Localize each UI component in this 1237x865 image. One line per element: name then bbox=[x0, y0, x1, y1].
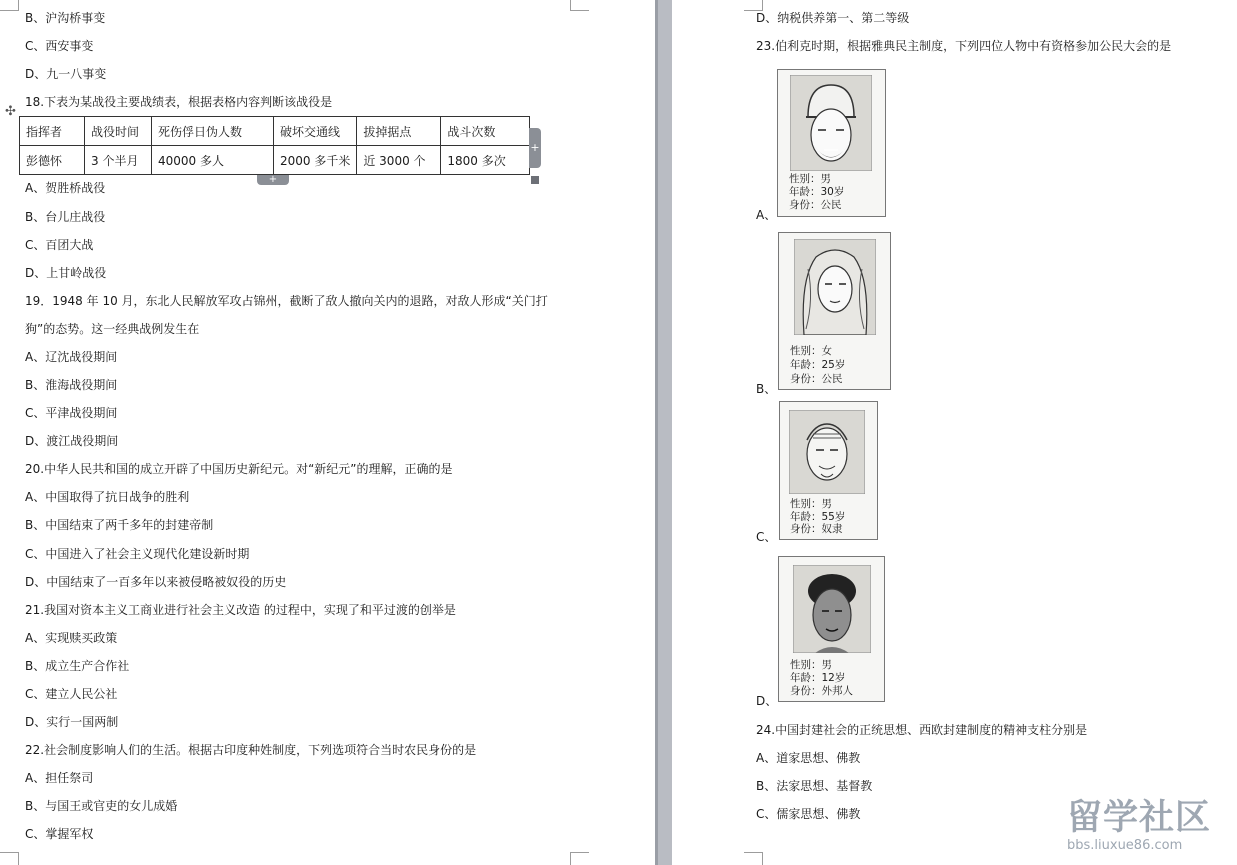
table-cell: 3 个半月 bbox=[85, 146, 152, 175]
option-line: C、百团大战 bbox=[25, 238, 94, 252]
table-cell: 战斗次数 bbox=[441, 117, 530, 146]
table-cell: 死伤俘日伪人数 bbox=[152, 117, 274, 146]
table-cell: 40000 多人 bbox=[152, 146, 274, 175]
table-header-row bbox=[20, 117, 530, 146]
crop-mark bbox=[570, 852, 589, 865]
table-cell: 拔掉据点 bbox=[357, 117, 441, 146]
question-line: 19．1948 年 10 月，东北人民解放军攻占锦州，截断了敌人撤向关内的退路，对敌人形成“关门打 bbox=[25, 294, 548, 308]
option-line: B、与国王或官吏的女儿成婚 bbox=[25, 799, 178, 813]
question-line: 20.中华人民共和国的成立开辟了中国历史新纪元。对“新纪元”的理解，正确的是 bbox=[25, 462, 453, 476]
watermark-title: 留学社区 bbox=[1067, 798, 1212, 838]
caption-status: 身份：公民 bbox=[789, 199, 842, 211]
option-label: D、 bbox=[756, 694, 778, 708]
option-line: B、台儿庄战役 bbox=[25, 210, 106, 224]
crop-mark bbox=[0, 0, 19, 11]
site-watermark bbox=[1067, 790, 1232, 853]
add-column-button[interactable]: + bbox=[529, 128, 541, 168]
option-line: B、沪沟桥事变 bbox=[25, 11, 106, 25]
caption-age: 年龄：30岁 bbox=[789, 186, 845, 198]
caption-age: 年龄：12岁 bbox=[790, 672, 846, 684]
caption-age: 年龄：55岁 bbox=[790, 511, 846, 523]
table-cell: 2000 多千米 bbox=[274, 146, 357, 175]
option-line: A、中国取得了抗日战争的胜利 bbox=[25, 490, 190, 504]
crop-mark bbox=[744, 852, 763, 865]
caption-gender: 性别：男 bbox=[790, 659, 832, 671]
table-move-icon[interactable]: ✣ bbox=[5, 104, 16, 119]
caption-status: 身份：奴隶 bbox=[790, 523, 843, 535]
caption-gender: 性别：男 bbox=[789, 173, 831, 185]
table-cell: 破坏交通线 bbox=[274, 117, 357, 146]
caption-gender: 性别：女 bbox=[790, 345, 832, 357]
table-cell: 指挥者 bbox=[20, 117, 85, 146]
page-gutter-shadow bbox=[655, 0, 658, 865]
portrait-woman-icon bbox=[794, 239, 876, 335]
option-line: A、道家思想、佛教 bbox=[756, 751, 861, 765]
option-line: D、上甘岭战役 bbox=[25, 266, 107, 280]
option-line: C、平津战役期间 bbox=[25, 406, 118, 420]
add-row-button[interactable]: + bbox=[257, 175, 289, 185]
document-page-right bbox=[672, 0, 1237, 865]
crop-mark bbox=[0, 852, 19, 865]
option-line: C、西安事变 bbox=[25, 39, 94, 53]
question-line: 21.我国对资本主义工商业进行社会主义改造 的过程中，实现了和平过渡的创举是 bbox=[25, 603, 456, 617]
question-line: 18.下表为某战役主要战绩表，根据表格内容判断该战役是 bbox=[25, 95, 333, 109]
table-cell: 近 3000 个 bbox=[357, 146, 441, 175]
option-label: B、 bbox=[756, 382, 777, 396]
crop-mark bbox=[570, 0, 589, 11]
option-line: C、儒家思想、佛教 bbox=[756, 807, 861, 821]
option-line: A、担任祭司 bbox=[25, 771, 94, 785]
table-row bbox=[20, 146, 530, 175]
crop-mark bbox=[744, 0, 763, 11]
caption-status: 身份：公民 bbox=[790, 373, 843, 385]
option-line: B、淮海战役期间 bbox=[25, 378, 118, 392]
option-line: B、法家思想、基督教 bbox=[756, 779, 873, 793]
caption-gender: 性别：男 bbox=[790, 498, 832, 510]
table-resize-handle[interactable] bbox=[531, 176, 539, 184]
option-line: B、中国结束了两千多年的封建帝制 bbox=[25, 518, 214, 532]
option-line: D、纳税供养第一、第二等级 bbox=[756, 11, 910, 25]
battle-record-table bbox=[19, 116, 530, 175]
option-line: D、实行一国两制 bbox=[25, 715, 119, 729]
option-line: D、渡江战役期间 bbox=[25, 434, 119, 448]
option-line: C、建立人民公社 bbox=[25, 687, 118, 701]
question-line: 24.中国封建社会的正统思想、西欧封建制度的精神支柱分别是 bbox=[756, 723, 1088, 737]
portrait-boy-curly-hair-icon bbox=[793, 565, 871, 653]
portrait-old-man-icon bbox=[789, 410, 865, 494]
watermark-url: bbs.liuxue86.com bbox=[1067, 838, 1183, 853]
option-line: D、九一八事变 bbox=[25, 67, 107, 81]
question-line: 22.社会制度影响人们的生活。根据古印度种姓制度，下列选项符合当时农民身份的是 bbox=[25, 743, 477, 757]
option-line: C、中国进入了社会主义现代化建设新时期 bbox=[25, 547, 250, 561]
caption-status: 身份：外邦人 bbox=[790, 685, 853, 697]
table-cell: 彭德怀 bbox=[20, 146, 85, 175]
question-line: 23.伯利克时期，根据雅典民主制度，下列四位人物中有资格参加公民大会的是 bbox=[756, 39, 1172, 53]
option-line: A、贺胜桥战役 bbox=[25, 181, 106, 195]
option-line: C、掌握军权 bbox=[25, 827, 94, 841]
table-cell: 1800 多次 bbox=[441, 146, 530, 175]
portrait-man-cap-icon bbox=[790, 75, 872, 171]
option-label: A、 bbox=[756, 208, 777, 222]
caption-age: 年龄：25岁 bbox=[790, 359, 846, 371]
option-line: A、辽沈战役期间 bbox=[25, 350, 118, 364]
option-label: C、 bbox=[756, 530, 777, 544]
option-line: B、成立生产合作社 bbox=[25, 659, 130, 673]
option-line: A、实现赎买政策 bbox=[25, 631, 118, 645]
question-line: 狗”的态势。这一经典战例发生在 bbox=[25, 322, 200, 336]
table-cell: 战役时间 bbox=[85, 117, 152, 146]
option-line: D、中国结束了一百多年以来被侵略被奴役的历史 bbox=[25, 575, 287, 589]
